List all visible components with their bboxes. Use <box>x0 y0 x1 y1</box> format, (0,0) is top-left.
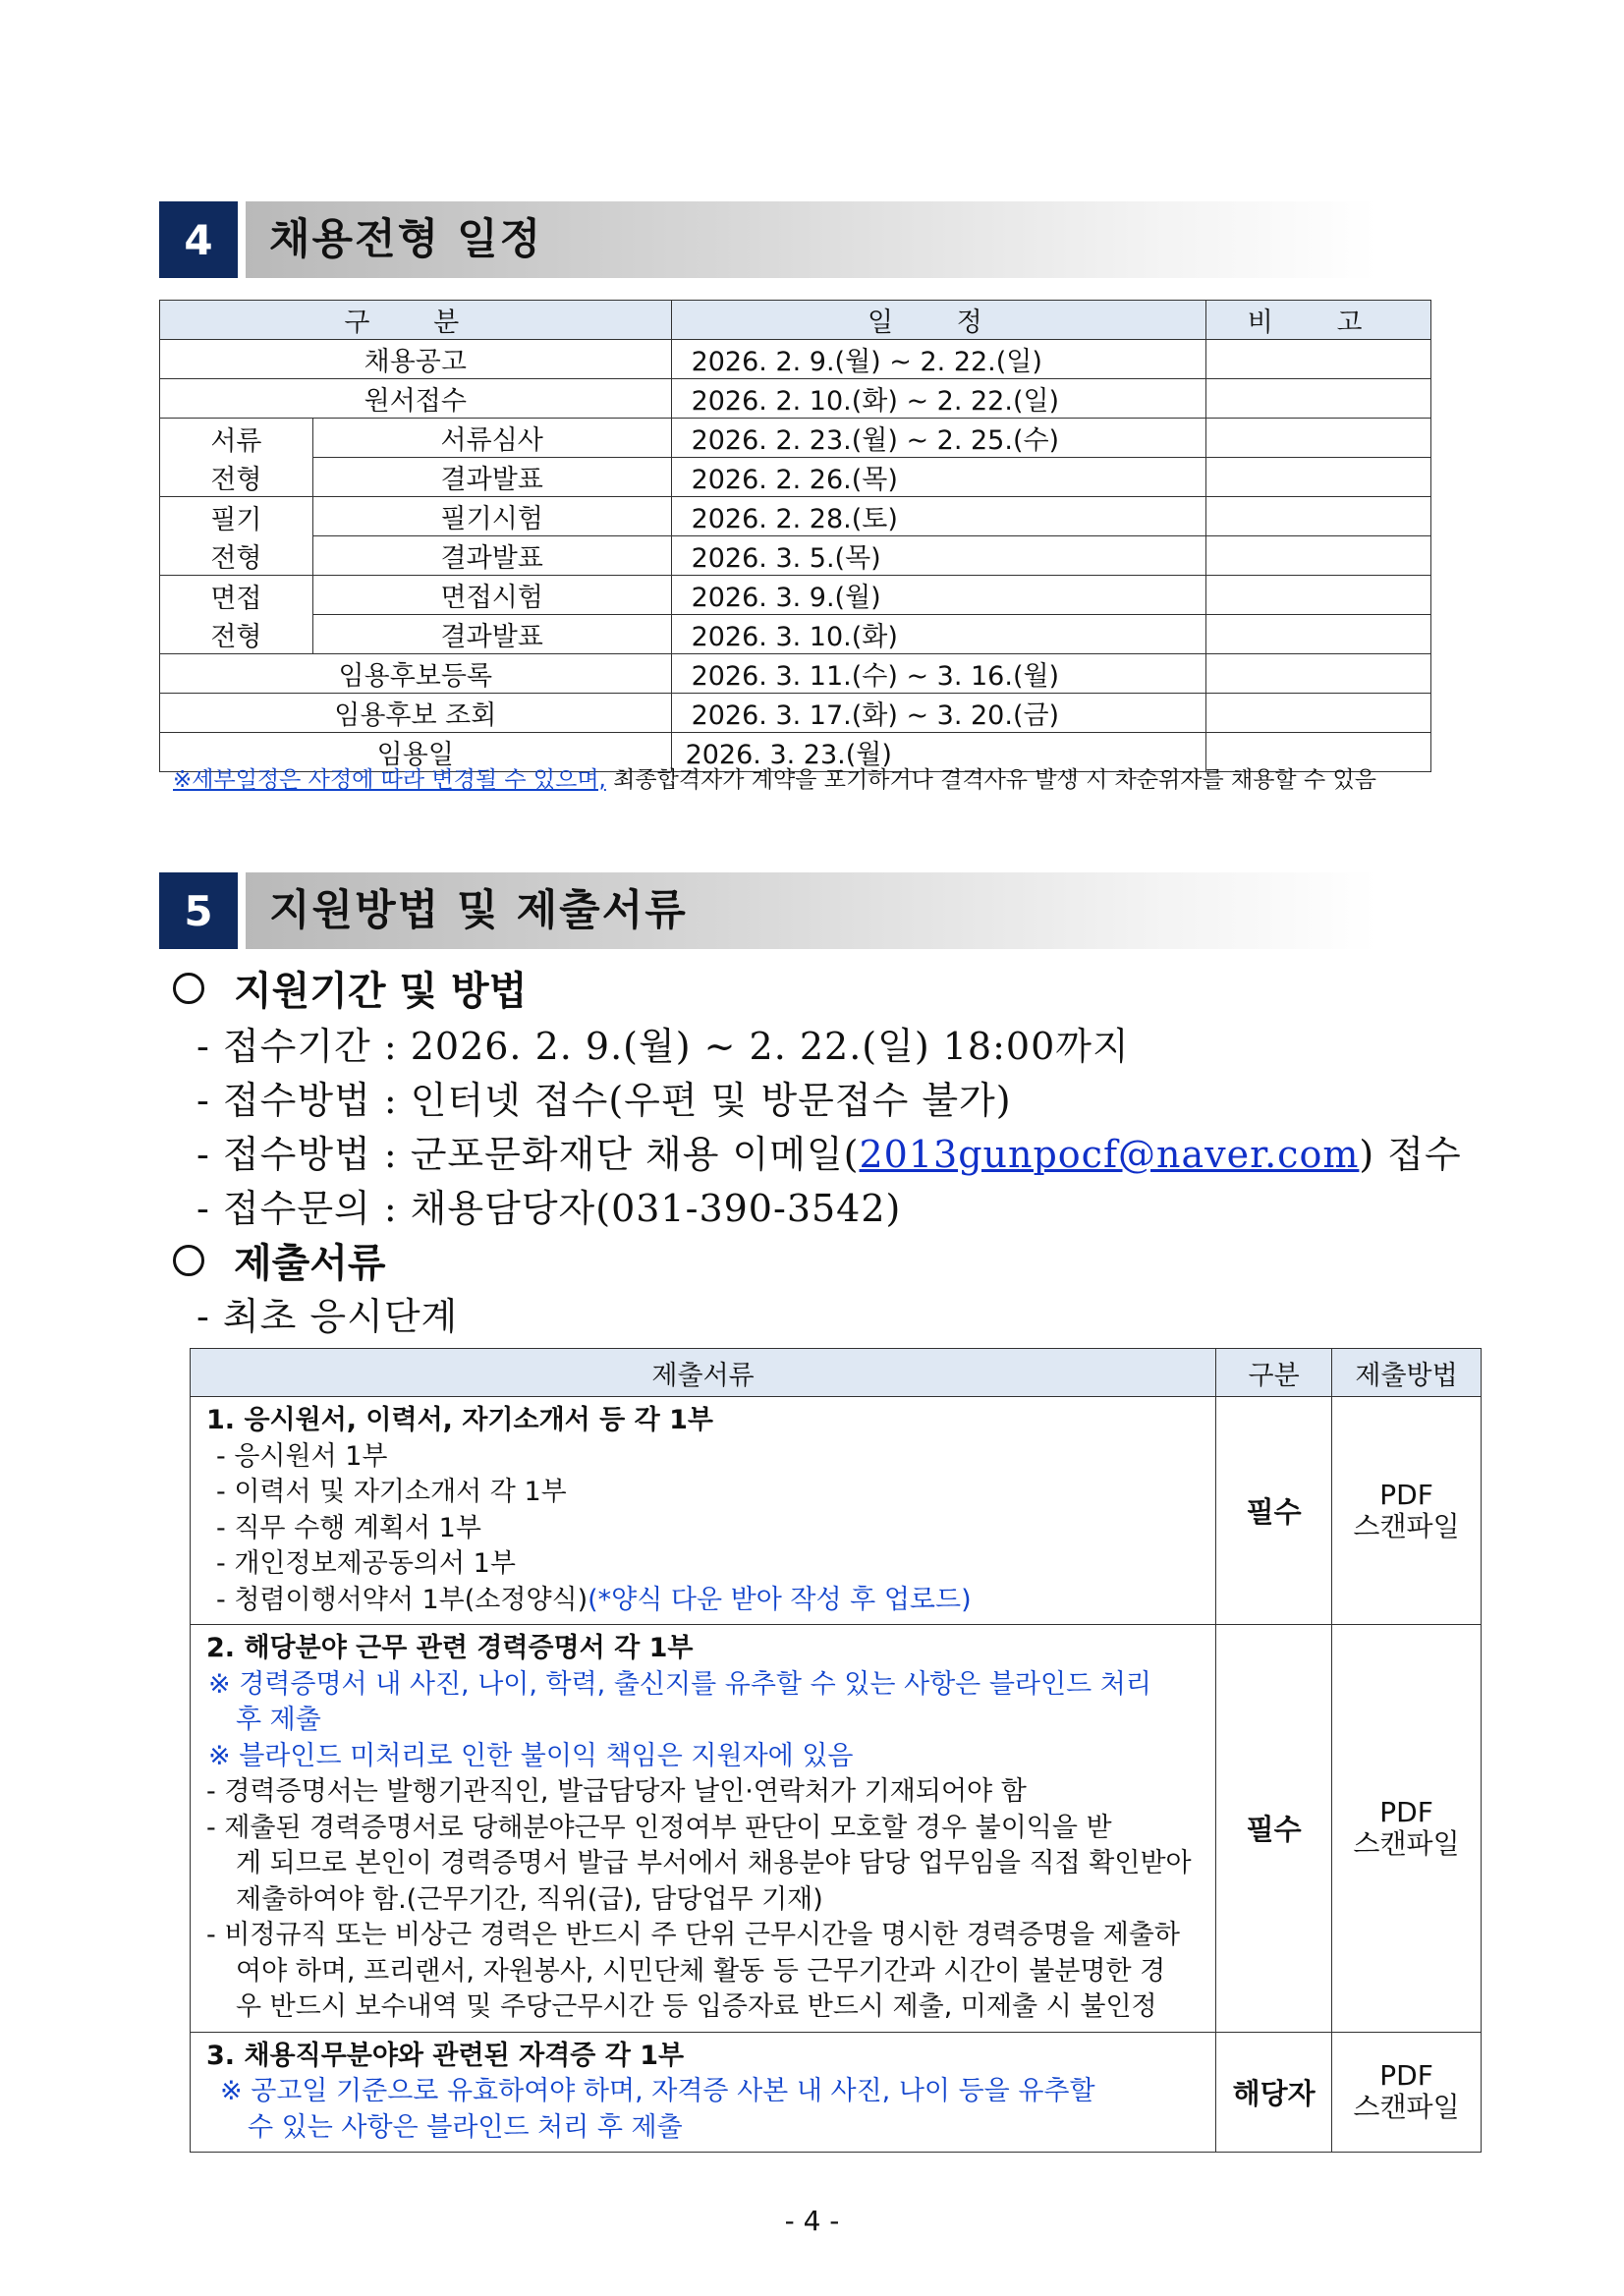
header-remarks: 비 고 <box>1206 301 1431 340</box>
schedule-table <box>159 300 1431 772</box>
section-5-header <box>159 872 1377 949</box>
row-remarks <box>1206 576 1431 615</box>
table-row <box>191 2032 1482 2153</box>
section-title: 지원방법 및 제출서류 <box>269 886 688 935</box>
table-row <box>160 497 1431 536</box>
table-row <box>160 694 1431 733</box>
row-date: 2026. 3. 10.(화) <box>671 615 1206 654</box>
table-header-row <box>191 1349 1482 1397</box>
period-line: - 접수기간 : 2026. 2. 9.(월) ∼ 2. 22.(일) 18:00까지 <box>196 1025 1130 1068</box>
method-cell: PDF 스캔파일 <box>1332 1397 1482 1625</box>
page-number: - 4 - <box>784 2205 840 2237</box>
circle-bullet-icon <box>173 1245 204 1276</box>
documents-table <box>190 1348 1482 2153</box>
row-label: 임용후보 조회 <box>160 694 672 733</box>
row-date: 2026. 3. 9.(월) <box>671 576 1206 615</box>
row-date: 2026. 2. 10.(화) ~ 2. 22.(일) <box>671 379 1206 419</box>
row-remarks <box>1206 497 1431 536</box>
table-row <box>160 615 1431 654</box>
row-label: 원서접수 <box>160 379 672 419</box>
row-date: 2026. 2. 26.(목) <box>671 458 1206 497</box>
doc-cell: 3. 채용직무분야와 관련된 자격증 각 1부 ※ 공고일 기준으로 유효하여야 하며, 자격증 사본 내 사진, 나이 등을 유추할 수 있는 사항은 블라인드 처리 후 제출 <box>191 2032 1216 2153</box>
table-row <box>160 536 1431 576</box>
method-line-1: - 접수방법 : 인터넷 접수(우편 및 방문접수 불가) <box>196 1079 1012 1122</box>
type-cell: 해당자 <box>1216 2032 1332 2153</box>
note-text: 최종합격자가 계약을 포기하거나 결격사유 발생 시 차순위자를 채용할 수 있음 <box>605 767 1376 793</box>
section-number: 4 <box>159 201 238 278</box>
heading-text: 제출서류 <box>234 1241 386 1286</box>
row-remarks <box>1206 458 1431 497</box>
row-label: 채용공고 <box>160 340 672 379</box>
row-label: 임용일 <box>160 733 672 772</box>
row-remarks <box>1206 419 1431 458</box>
table-row <box>160 419 1431 458</box>
row-remarks <box>1206 615 1431 654</box>
table-row <box>160 458 1431 497</box>
row-remarks <box>1206 694 1431 733</box>
table-row <box>160 340 1431 379</box>
section-number: 5 <box>159 872 238 949</box>
group-label: 서류 전형 <box>160 419 313 497</box>
row-remarks <box>1206 654 1431 694</box>
header-category: 구 분 <box>160 301 672 340</box>
table-header-row <box>160 301 1431 340</box>
row-label: 결과발표 <box>312 458 671 497</box>
table-row <box>160 654 1431 694</box>
section-title: 채용전형 일정 <box>269 215 543 264</box>
header-date: 일 정 <box>671 301 1206 340</box>
row-remarks <box>1206 340 1431 379</box>
row-date: 2026. 2. 28.(토) <box>671 497 1206 536</box>
circle-bullet-icon <box>173 973 204 1004</box>
email-link[interactable]: 2013gunpocf@naver.com <box>859 1133 1360 1176</box>
row-remarks <box>1206 379 1431 419</box>
row-date: 2026. 3. 23.(월) <box>671 733 1206 772</box>
row-date: 2026. 3. 17.(화) ~ 3. 20.(금) <box>671 694 1206 733</box>
doc-cell: 1. 응시원서, 이력서, 자기소개서 등 각 1부 - 응시원서 1부 - 이력서 및 자기소개서 각 1부 - 직무 수행 계획서 1부 - 개인정보제공동의서 1부 - 청렴이행서약서 1부(소정양식)(*양식 다운 받아 작성 후 업로드) <box>191 1397 1216 1625</box>
header-type: 구분 <box>1216 1349 1332 1397</box>
header-method: 제출방법 <box>1332 1349 1482 1397</box>
row-label: 결과발표 <box>312 536 671 576</box>
row-label: 필기시험 <box>312 497 671 536</box>
section-4-header <box>159 201 1377 278</box>
heading-text: 지원기간 및 방법 <box>234 969 528 1014</box>
row-label: 임용후보등록 <box>160 654 672 694</box>
row-remarks <box>1206 536 1431 576</box>
table-row <box>191 1625 1482 2033</box>
period-heading <box>173 960 527 1016</box>
row-date: 2026. 3. 5.(목) <box>671 536 1206 576</box>
header-doc: 제출서류 <box>191 1349 1216 1397</box>
group-label: 필기 전형 <box>160 497 313 576</box>
method-cell: PDF 스캔파일 <box>1332 1625 1482 2033</box>
row-label: 면접시험 <box>312 576 671 615</box>
row-date: 2026. 2. 23.(월) ~ 2. 25.(수) <box>671 419 1206 458</box>
table-row <box>160 576 1431 615</box>
table-row <box>191 1397 1482 1625</box>
docs-stage-line: - 최초 응시단계 <box>196 1295 459 1338</box>
inquiry-line: - 접수문의 : 채용담당자(031-390-3542) <box>196 1187 902 1230</box>
group-label: 면접 전형 <box>160 576 313 654</box>
row-date: 2026. 3. 11.(수) ~ 3. 16.(월) <box>671 654 1206 694</box>
table-row <box>160 379 1431 419</box>
schedule-note <box>173 761 1376 794</box>
type-cell: 필수 <box>1216 1625 1332 2033</box>
doc-cell: 2. 해당분야 근무 관련 경력증명서 각 1부 ※ 경력증명서 내 사진, 나이, 학력, 출신지를 유추할 수 있는 사항은 블라인드 처리 후 제출 ※ 블라인드 미처리로 인한 불이익 책임은 지원자에 있음 - 경력증명서는 발행기관직인, 발급담당자 날인·연락처가 기재되어야 함 - 제출된 경력증명서로 당해분야근무 인정여부 판단이 모호할 경우 불이익을 받 게 되므로 본인이 경력증명서 발급 부서에서 채용분야 담당 업무임을 직접 확인받아 제출하여야 함.(근무기간, 직위(급), 담당업무 기재) - 비정규직 또는 비상근 경력은 반드시 주 단위 근무시간을 명시한 경력증명을 제출하 여야 하며, 프리랜서, 자원봉사, 시민단체 활동 등 근무기간과 시간이 불분명한 경 우 반드시 보수내역 및 주당근무시간 등 입증자료 반드시 제출, 미제출 시 불인정 <box>191 1625 1216 2033</box>
row-label: 서류심사 <box>312 419 671 458</box>
row-date: 2026. 2. 9.(월) ~ 2. 22.(일) <box>671 340 1206 379</box>
type-cell: 필수 <box>1216 1397 1332 1625</box>
note-highlight: ※세부일정은 사정에 따라 변경될 수 있으며, <box>173 767 606 793</box>
docs-heading <box>173 1232 386 1288</box>
method-cell: PDF 스캔파일 <box>1332 2032 1482 2153</box>
row-label: 결과발표 <box>312 615 671 654</box>
method-line-2: - 접수방법 : 군포문화재단 채용 이메일(2013gunpocf@naver.com) 접수 <box>196 1133 1462 1176</box>
